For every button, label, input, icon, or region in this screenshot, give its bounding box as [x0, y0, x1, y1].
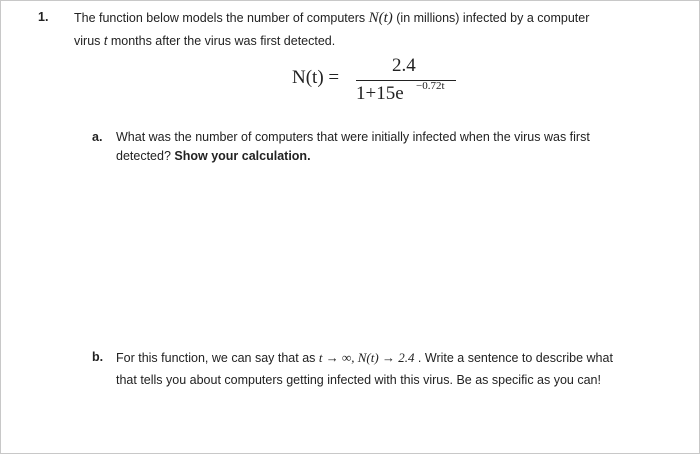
question-line-1 [74, 10, 589, 27]
part-b-line-1 [116, 350, 613, 366]
part-b-line-1-math: t → ∞, N(t) → 2.4 [318, 350, 415, 365]
part-a-line-2-text: detected? [116, 149, 171, 163]
part-a-label: a. [92, 130, 103, 144]
question-line-2 [74, 34, 335, 48]
formula [292, 55, 462, 109]
formula-lhs: N(t) = [292, 67, 340, 88]
question-number: 1. [38, 10, 49, 24]
question-line-1-text-a: The function below models the number of computers [74, 11, 369, 25]
part-a-line-2 [116, 149, 311, 163]
question-line-2-var: t [103, 34, 108, 48]
question-line-2-text-b: months after the virus was first detected. [107, 34, 336, 48]
formula-denominator: 1+15e [356, 83, 404, 104]
part-b-line-1-text-a: For this function, we can say that as [116, 351, 319, 365]
question-line-1-math: N(t) [368, 10, 393, 26]
formula-exponent: −0.72t [416, 80, 445, 92]
part-a-line-2-bold: Show your calculation. [174, 149, 311, 163]
part-b-line-2: that tells you about computers getting infected with this virus. Be as specific as you can! [116, 373, 601, 387]
part-a-line-1: What was the number of computers that were initially infected when the virus was first [116, 130, 590, 144]
part-b-label: b. [92, 350, 104, 364]
part-b-line-1-text-b: . Write a sentence to describe what [414, 351, 613, 365]
formula-numerator: 2.4 [392, 55, 416, 76]
question-line-1-text-b: (in millions) infected by a computer [392, 11, 590, 25]
question-line-2-text-a: virus [74, 34, 104, 48]
